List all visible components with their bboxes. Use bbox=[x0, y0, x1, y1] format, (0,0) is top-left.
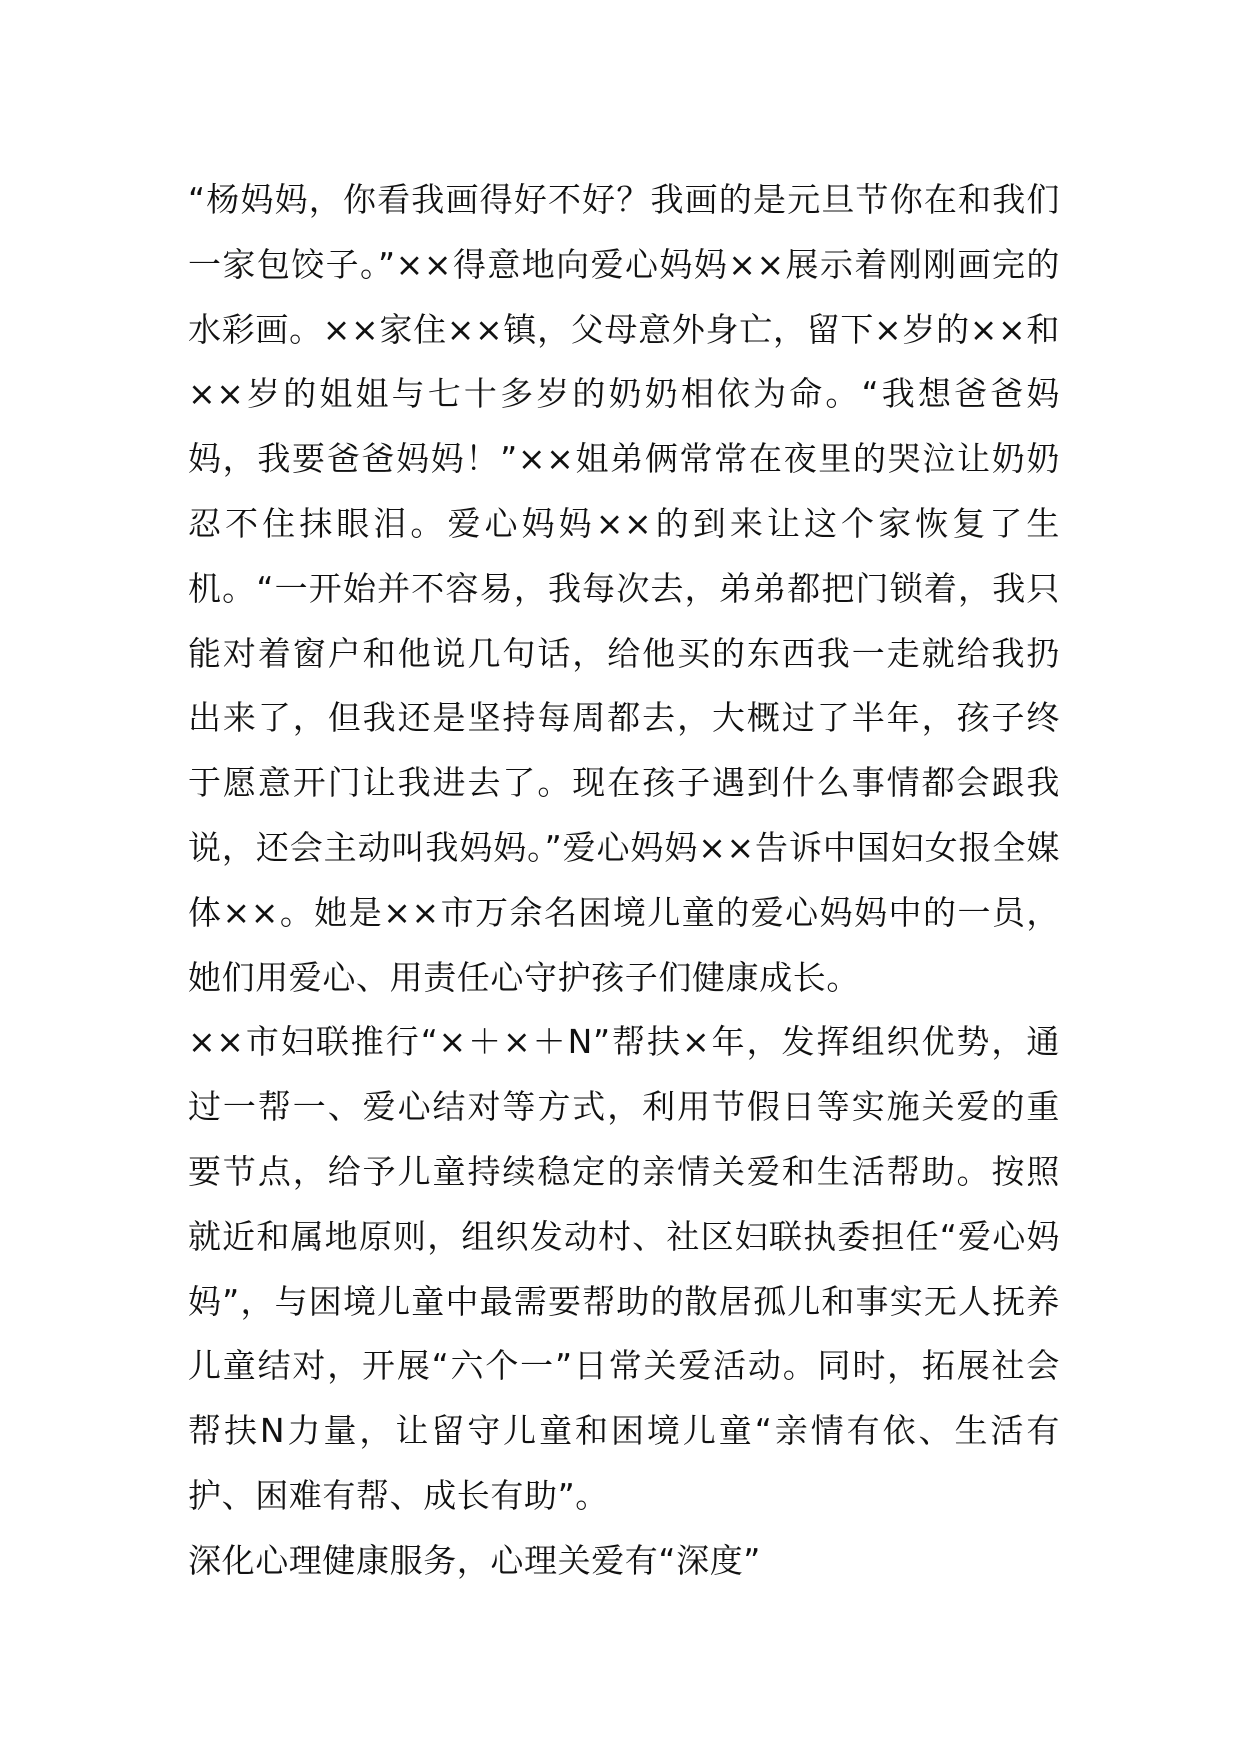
document-body bbox=[188, 168, 1060, 1594]
paragraph-love-mother-story: “杨妈妈，你看我画得好不好？我画的是元旦节你在和我们一家包饺子。”××得意地向爱心妈妈××展示着刚刚画完的水彩画。××家住××镇，父母意外身亡，留下×岁的××和××岁的姐姐与七十多岁的奶奶相依为命。“我想爸爸妈妈，我要爸爸妈妈！”××姐弟俩常常在夜里的哭泣让奶奶忍不住抹眼泪。爱心妈妈××的到来让这个家恢复了生机。“一开始并不容易，我每次去，弟弟都把门锁着，我只能对着窗户和他说几句话，给他买的东西我一走就给我扔出来了，但我还是坚持每周都去，大概过了半年，孩子终于愿意开门让我进去了。现在孩子遇到什么事情都会跟我说，还会主动叫我妈妈。”爱心妈妈××告诉中国妇女报全媒体××。她是××市万余名困境儿童的爱心妈妈中的一员，她们用爱心、用责任心守护孩子们健康成长。 bbox=[188, 180, 1060, 997]
paragraph-federation-program: ××市妇联推行“×＋×＋N”帮扶×年，发挥组织优势，通过一帮一、爱心结对等方式，利用节假日等实施关爱的重要节点，给予儿童持续稳定的亲情关爱和生活帮助。按照就近和属地原则，组织发动村、社区妇联执委担任“爱心妈妈”，与困境儿童中最需要帮助的散居孤儿和事实无人抚养儿童结对，开展“六个一”日常关爱活动。同时，拓展社会帮扶N力量，让留守儿童和困境儿童“亲情有依、生活有护、困难有帮、成长有助”。 bbox=[188, 1022, 1060, 1515]
section-heading: 深化心理健康服务，心理关爱有“深度” bbox=[188, 1540, 761, 1580]
